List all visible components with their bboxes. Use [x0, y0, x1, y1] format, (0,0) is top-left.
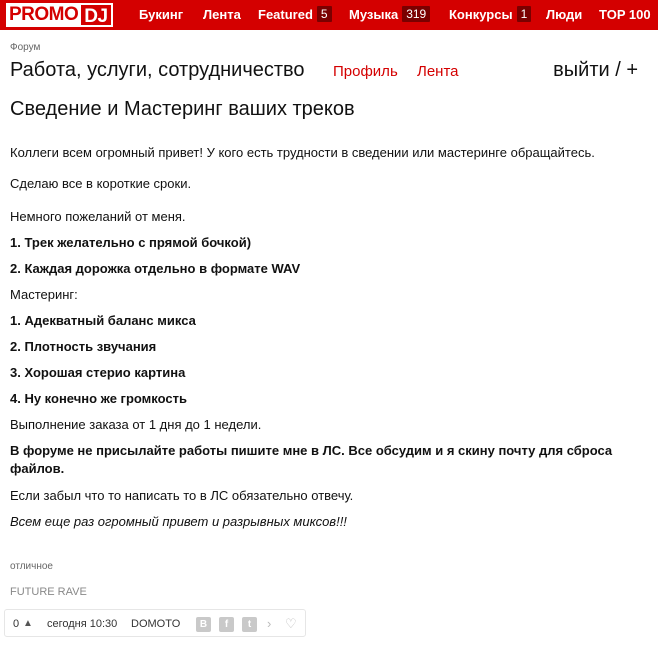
- nav-featured-label: Featured: [258, 7, 313, 22]
- nav-contests[interactable]: [449, 0, 531, 30]
- twitter-share-icon[interactable]: t: [242, 617, 257, 632]
- logo-dj-text: DJ: [81, 3, 112, 27]
- nav-booking[interactable]: Букинг: [139, 7, 184, 22]
- post-time: сегодня 10:30: [47, 618, 118, 630]
- post-meta-bar: [4, 609, 306, 637]
- post-paragraph: Коллеги всем огромный привет! У кого есть трудности в сведении или мастеринге обращайтесь.: [10, 145, 595, 160]
- quality-tag[interactable]: отличное: [10, 561, 53, 572]
- heart-icon[interactable]: ♡: [285, 616, 297, 631]
- nav-contests-label: Конкурсы: [449, 7, 513, 22]
- top-nav-bar: [0, 0, 658, 30]
- featured-count-badge: 5: [317, 6, 332, 22]
- nav-featured[interactable]: [258, 0, 332, 30]
- post-paragraph: 1. Трек желательно с прямой бочкой): [10, 235, 252, 250]
- post-paragraph: 2. Каждая дорожка отдельно в формате WAV: [10, 261, 301, 276]
- vote-count: 0: [13, 618, 20, 630]
- promodj-logo[interactable]: [6, 3, 116, 27]
- nav-feed[interactable]: Лента: [203, 7, 241, 22]
- profile-link[interactable]: Профиль: [333, 63, 398, 80]
- facebook-share-icon[interactable]: f: [219, 617, 234, 632]
- forum-section-title[interactable]: Работа, услуги, сотрудничество: [10, 59, 305, 81]
- post-paragraph: 1. Адекватный баланс микса: [10, 313, 196, 328]
- genre-tag[interactable]: FUTURE RAVE: [10, 586, 87, 598]
- logo-promo-text: PROMO: [6, 3, 81, 27]
- vk-share-icon[interactable]: В: [196, 617, 211, 632]
- post-paragraph: Мастеринг:: [10, 287, 78, 302]
- post-title: Сведение и Мастеринг ваших треков: [10, 98, 355, 120]
- post-paragraph: 2. Плотность звучания: [10, 339, 157, 354]
- post-paragraph: Сделаю все в короткие сроки.: [10, 176, 192, 191]
- nav-top100[interactable]: TOP 100: [599, 7, 651, 22]
- chevron-right-icon[interactable]: ›: [267, 616, 272, 631]
- post-author[interactable]: DOMOTO: [131, 618, 181, 630]
- post-paragraph: Выполнение заказа от 1 дня до 1 недели.: [10, 417, 262, 432]
- feed-link[interactable]: Лента: [417, 63, 459, 80]
- contests-count-badge: 1: [517, 6, 532, 22]
- breadcrumb[interactable]: Форум: [10, 42, 41, 53]
- logout-link[interactable]: выйти / +: [553, 59, 638, 81]
- nav-people[interactable]: Люди: [546, 7, 583, 22]
- nav-music[interactable]: [349, 0, 430, 30]
- up-triangle-icon[interactable]: ▲: [23, 618, 33, 629]
- post-paragraph: Всем еще раз огромный привет и разрывных миксов!!!: [10, 514, 347, 529]
- post-paragraph: В форуме не присылайте работы пишите мне в ЛС. Все обсудим и я скину почту для сброса файлов.: [10, 443, 613, 476]
- post-paragraph: 4. Ну конечно же громкость: [10, 391, 187, 406]
- post-paragraph: Если забыл что то написать то в ЛС обязательно отвечу.: [10, 488, 354, 503]
- post-paragraph: 3. Хорошая стерио картина: [10, 365, 186, 380]
- nav-music-label: Музыка: [349, 7, 399, 22]
- music-count-badge: 319: [402, 6, 430, 22]
- post-paragraph: Немного пожеланий от меня.: [10, 209, 186, 224]
